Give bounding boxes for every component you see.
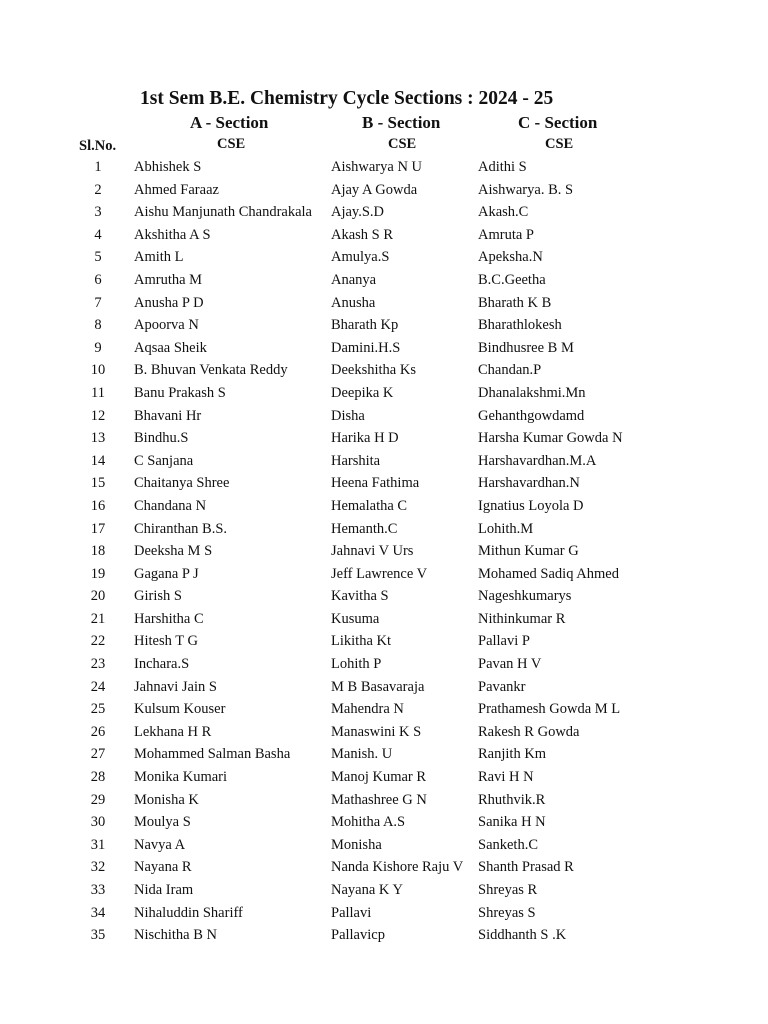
page-title: 1st Sem B.E. Chemistry Cycle Sections : 2024 - 25: [140, 88, 554, 109]
serial-number: 18: [90, 543, 106, 560]
serial-number: 6: [94, 271, 102, 288]
section-b-student: Ajay A Gowda: [331, 181, 418, 198]
table-row: [0, 270, 768, 293]
table-row: [0, 722, 768, 745]
section-b-student: Mohitha A.S: [331, 814, 406, 831]
serial-number: 9: [94, 339, 102, 356]
table-row: [0, 406, 768, 429]
serial-number: 31: [90, 836, 106, 853]
section-c-student: Nageshkumarys: [478, 588, 572, 605]
section-b-student: Nanda Kishore Raju V: [331, 859, 464, 876]
section-b-heading: B - Section: [362, 113, 441, 132]
section-a-student: Kulsum Kouser: [134, 701, 226, 718]
section-b-student: Amulya.S: [331, 249, 390, 266]
section-c-student: Prathamesh Gowda M L: [478, 701, 621, 718]
section-b-student: Pallavicp: [331, 927, 385, 944]
section-a-student: Abhishek S: [134, 159, 202, 175]
table-row: [0, 857, 768, 880]
section-a-student: Mohammed Salman Basha: [134, 746, 291, 763]
serial-number: 3: [94, 204, 102, 221]
section-c-student: Adithi S: [478, 159, 527, 175]
serial-number: 23: [90, 656, 106, 673]
section-c-student: Akash.C: [478, 204, 529, 221]
section-c-student: Mithun Kumar G: [478, 543, 579, 560]
serial-number: 10: [90, 362, 106, 379]
section-c-student: Siddhanth S .K: [478, 927, 567, 944]
section-a-student: Apoorva N: [134, 317, 199, 334]
section-b-student: Harshita: [331, 452, 381, 469]
section-b-student: Mahendra N: [331, 701, 404, 718]
table-row: [0, 180, 768, 203]
section-c-student: Amruta P: [478, 226, 534, 243]
section-c-student: Sanika H N: [478, 814, 546, 831]
serial-number: 4: [94, 226, 102, 243]
section-b-student: Deepika K: [331, 384, 394, 401]
serial-number: 1: [94, 159, 102, 175]
section-a-student: Ahmed Faraaz: [134, 181, 219, 198]
section-b-student: Manoj Kumar R: [331, 769, 427, 786]
serial-number: 2: [94, 181, 102, 198]
section-b-student: Aishwarya N U: [331, 159, 423, 175]
section-b-student: Jahnavi V Urs: [331, 543, 414, 560]
table-row: [0, 699, 768, 722]
serial-number: 17: [90, 520, 106, 537]
section-b-student: Hemanth.C: [331, 520, 398, 537]
section-b-student: Manaswini K S: [331, 723, 422, 740]
section-b-student: Heena Fathima: [331, 475, 420, 492]
section-a-heading: A - Section: [190, 113, 269, 132]
serial-number: 8: [94, 317, 102, 334]
table-row: [0, 880, 768, 903]
serial-number: 25: [90, 701, 106, 718]
section-b-student: Jeff Lawrence V: [331, 565, 428, 582]
section-c-student: B.C.Geetha: [478, 271, 546, 288]
section-c-student: Ravi H N: [478, 769, 534, 786]
table-row: [0, 496, 768, 519]
section-b-student: Hemalatha C: [331, 497, 408, 514]
section-b-student: Manish. U: [331, 746, 393, 763]
serial-number: 24: [90, 678, 106, 695]
table-row: [0, 609, 768, 632]
section-a-student: Nida Iram: [134, 882, 194, 898]
section-b-student: Mathashree G N: [331, 791, 427, 808]
section-b-student: Ananya: [331, 271, 377, 288]
table-row: [0, 903, 768, 926]
section-a-student: Nayana R: [134, 859, 192, 876]
section-c-student: Harshavardhan.N: [478, 475, 580, 492]
table-row: [0, 812, 768, 835]
serial-number: 27: [90, 746, 106, 763]
section-a-student: Moulya S: [134, 814, 191, 831]
serial-number: 28: [90, 769, 106, 786]
serial-number: 33: [90, 882, 106, 898]
section-c-student: Aishwarya. B. S: [478, 181, 574, 198]
section-a-student: Navya A: [134, 836, 186, 853]
section-c-student: Shreyas R: [478, 882, 538, 898]
serial-number: 29: [90, 791, 106, 808]
section-a-student: Amrutha M: [134, 271, 203, 288]
section-a-student: Chandana N: [134, 497, 207, 514]
section-b-student: Deekshitha Ks: [331, 362, 416, 379]
table-row: [0, 790, 768, 813]
section-a-student: Lekhana H R: [134, 723, 212, 740]
section-b-student: Nayana K Y: [331, 882, 403, 898]
section-a-student: Aishu Manjunath Chandrakala: [134, 204, 312, 221]
table-row: [0, 451, 768, 474]
section-c-student: Chandan.P: [478, 362, 542, 379]
section-c-student: Pavan H V: [478, 656, 542, 673]
section-a-student: Bhavani Hr: [134, 407, 202, 424]
serial-number: 12: [90, 407, 106, 424]
section-a-student: Chiranthan B.S.: [134, 520, 228, 537]
section-c-student: Harshavardhan.M.A: [478, 452, 597, 469]
section-b-student: Pallavi: [331, 904, 372, 921]
serial-number: 13: [90, 430, 106, 447]
serial-number: 15: [90, 475, 106, 492]
table-row: [0, 835, 768, 858]
section-a-student: B. Bhuvan Venkata Reddy: [134, 362, 288, 379]
table-row: [0, 564, 768, 587]
section-b-student: Monisha: [331, 836, 382, 853]
section-a-student: Amith L: [134, 249, 184, 266]
serial-number: 11: [91, 384, 105, 401]
section-b-student: Harika H D: [331, 430, 399, 447]
section-c-heading: C - Section: [518, 113, 598, 132]
table-row: [0, 677, 768, 700]
section-b-student: Bharath Kp: [331, 317, 399, 334]
table-row: [0, 428, 768, 451]
section-c-student: Apeksha.N: [478, 249, 543, 266]
serial-number: 22: [90, 633, 106, 650]
table-row: [0, 247, 768, 270]
section-a-student: Bindhu.S: [134, 430, 189, 447]
table-row: [0, 744, 768, 767]
section-c-student: Bharath K B: [478, 294, 552, 311]
table-row: [0, 293, 768, 316]
serial-number: 5: [94, 249, 102, 266]
table-row: [0, 315, 768, 338]
table-row: [0, 473, 768, 496]
section-b-student: Likitha Kt: [331, 633, 392, 650]
section-a-student: Inchara.S: [134, 656, 190, 673]
table-row: [0, 586, 768, 609]
section-a-student: Jahnavi Jain S: [134, 678, 217, 695]
section-b-student: Ajay.S.D: [331, 204, 385, 221]
table-row: [0, 338, 768, 361]
serial-number: 16: [90, 497, 106, 514]
section-c-student: Lohith.M: [478, 520, 534, 537]
section-c-student: Rakesh R Gowda: [478, 723, 580, 740]
table-row: [0, 631, 768, 654]
section-a-student: Aqsaa Sheik: [134, 339, 207, 356]
section-c-student: Rhuthvik.R: [478, 791, 546, 808]
section-a-student: Nihaluddin Shariff: [134, 904, 243, 921]
section-a-student: Harshitha C: [134, 610, 204, 627]
table-row: [0, 519, 768, 542]
section-b-student: Kavitha S: [331, 588, 389, 605]
section-c-student: Sanketh.C: [478, 836, 539, 853]
section-a-student: C Sanjana: [134, 452, 194, 469]
serial-number: 26: [90, 723, 106, 740]
section-c-student: Ranjith Km: [478, 746, 547, 763]
section-a-branch: CSE: [217, 136, 246, 152]
section-a-student: Nischitha B N: [134, 927, 217, 944]
section-b-student: Akash S R: [331, 226, 394, 243]
table-row: [0, 202, 768, 225]
table-row: [0, 541, 768, 564]
serial-number-header: Sl.No.: [79, 138, 117, 154]
section-c-branch: CSE: [545, 136, 574, 152]
table-row: [0, 157, 768, 180]
section-b-student: Disha: [331, 407, 365, 424]
section-b-student: Anusha: [331, 294, 376, 311]
serial-number: 35: [90, 927, 106, 944]
table-row: [0, 383, 768, 406]
section-a-student: Deeksha M S: [134, 543, 213, 560]
section-a-student: Chaitanya Shree: [134, 475, 230, 492]
section-c-student: Mohamed Sadiq Ahmed: [478, 565, 619, 582]
section-b-student: Damini.H.S: [331, 339, 401, 356]
table-row: [0, 225, 768, 248]
table-row: [0, 767, 768, 790]
section-a-student: Monika Kumari: [134, 769, 228, 786]
section-c-student: Harsha Kumar Gowda N: [478, 430, 623, 447]
table-row: [0, 360, 768, 383]
section-c-student: Gehanthgowdamd: [478, 407, 585, 424]
serial-number: 34: [90, 904, 106, 921]
serial-number: 7: [94, 294, 102, 311]
section-c-student: Nithinkumar R: [478, 610, 566, 627]
serial-number: 20: [90, 588, 106, 605]
section-c-student: Pavankr: [478, 678, 526, 695]
section-a-student: Gagana P J: [134, 565, 199, 582]
section-b-student: M B Basavaraja: [331, 678, 425, 695]
serial-number: 19: [90, 565, 106, 582]
table-row: [0, 925, 768, 948]
section-b-student: Kusuma: [331, 610, 380, 627]
section-a-student: Hitesh T G: [134, 633, 198, 650]
section-c-student: Bindhusree B M: [478, 339, 574, 356]
section-b-branch: CSE: [388, 136, 417, 152]
section-a-student: Akshitha A S: [134, 226, 211, 243]
section-c-student: Ignatius Loyola D: [478, 497, 584, 514]
section-c-student: Shanth Prasad R: [478, 859, 574, 876]
table-row: [0, 654, 768, 677]
section-c-student: Bharathlokesh: [478, 317, 562, 334]
section-a-student: Banu Prakash S: [134, 384, 226, 401]
student-list: [0, 157, 768, 948]
serial-number: 21: [90, 610, 106, 627]
serial-number: 30: [90, 814, 106, 831]
serial-number: 32: [90, 859, 106, 876]
section-c-student: Shreyas S: [478, 904, 536, 921]
section-a-student: Monisha K: [134, 791, 199, 808]
section-c-student: Dhanalakshmi.Mn: [478, 384, 586, 401]
section-c-student: Pallavi P: [478, 633, 530, 650]
serial-number: 14: [90, 452, 106, 469]
section-a-student: Girish S: [134, 588, 182, 605]
section-a-student: Anusha P D: [134, 294, 204, 311]
section-b-student: Lohith P: [331, 656, 382, 673]
